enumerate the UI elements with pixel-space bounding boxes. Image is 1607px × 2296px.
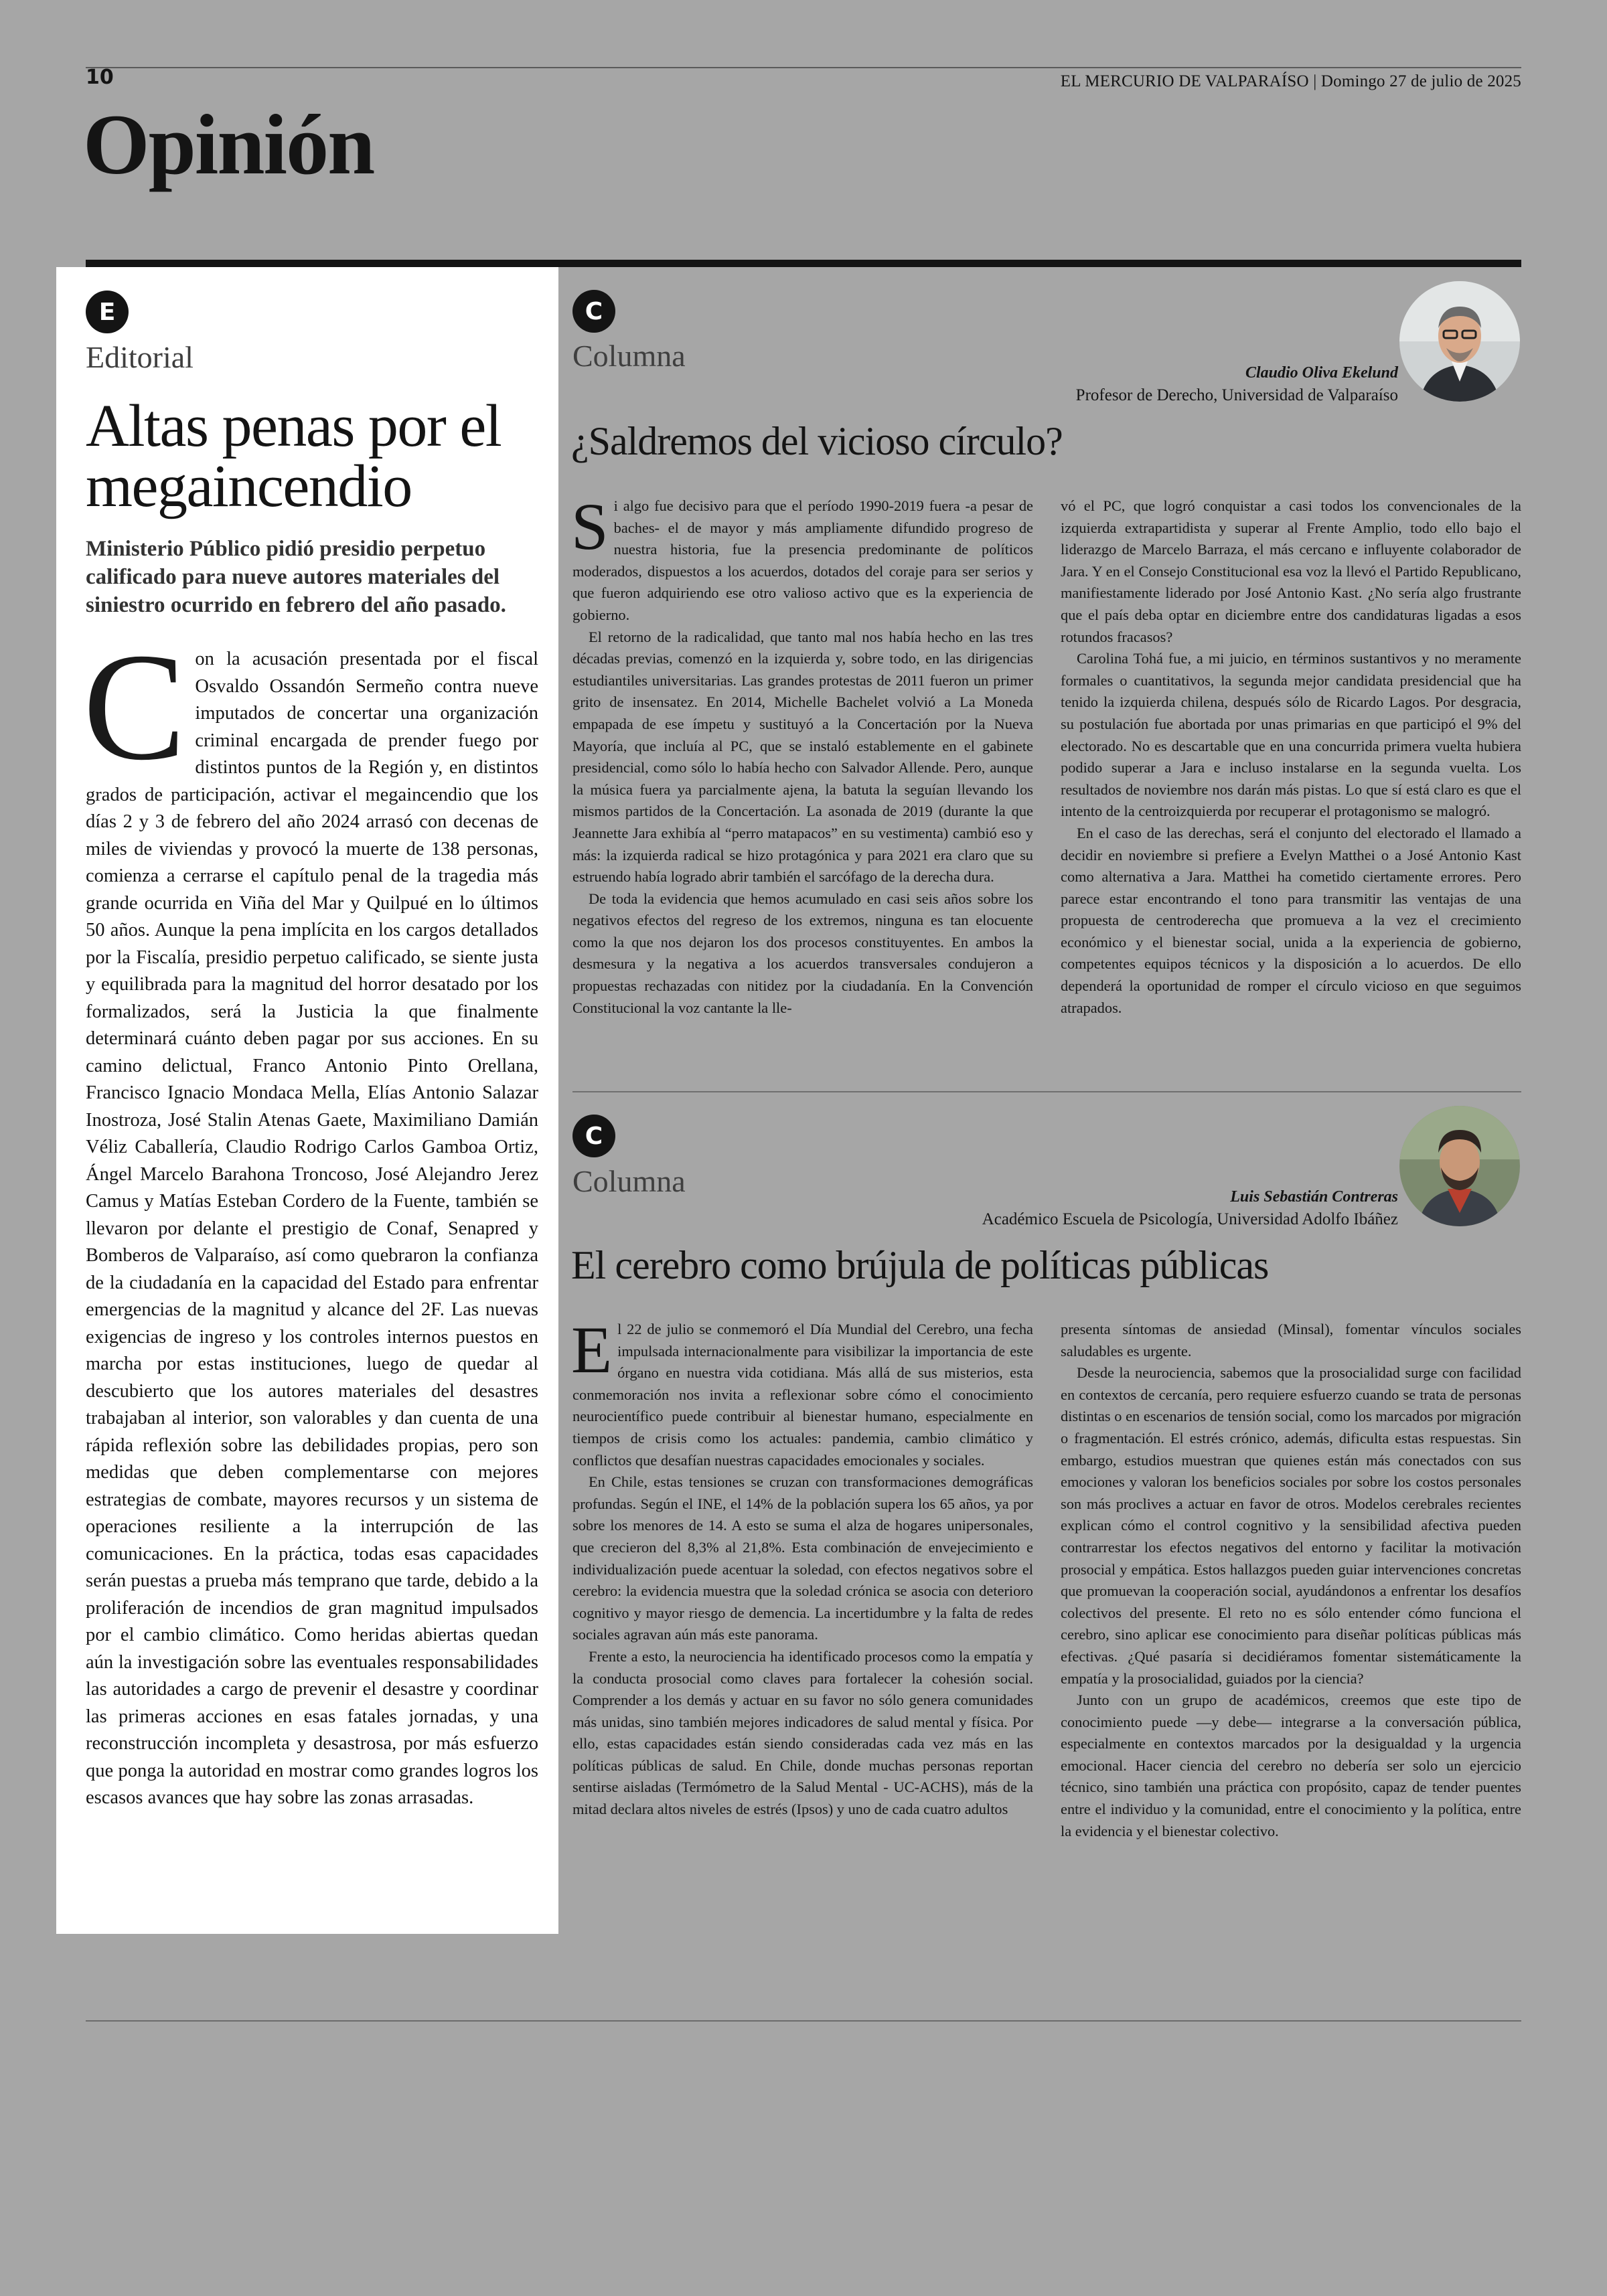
- column1-title: ¿Saldremos del vicioso círculo?: [571, 419, 1063, 463]
- column1-paragraph: De toda la evidencia que hemos acumulado en casi seis años sobre los negativos efectos del regreso de los extremos, ninguna es tan elocuente como la que nos dejaron los dos procesos constituyentes. En ambos la desmesura y la negativa a los acuerdos transversales condujeron a propuestas rechazadas con nitidez por la ciudadanía. En la Convención Constitucional la voz cantante la lle-: [572, 890, 1033, 1016]
- column2-author-role: Académico Escuela de Psicología, Universidad Adolfo Ibáñez: [982, 1210, 1398, 1228]
- column2-paragraph: l 22 de julio se conmemoró el Día Mundial del Cerebro, una fecha impulsada internacionalmente para visibilizar la importancia de este órgano en nuestra vida cotidiana. Más allá de sus misterios, esta conmemoración nos invita a reflexionar sobre cómo el conocimiento neurocientífico puede contribuir al bienestar humano, especialmente en tiempos de crisis como los actuales: pandemia, cambio climático y conflictos que desafían nuestras capacidades emocionales y sociales.: [572, 1321, 1033, 1469]
- section-rule: [86, 260, 1521, 267]
- column2-author: Luis Sebastián Contreras: [1230, 1188, 1398, 1206]
- column2-title: El cerebro como brújula de políticas públicas: [571, 1243, 1269, 1287]
- column2-paragraph: Frente a esto, la neurociencia ha identificado procesos como la empatía y la conducta prosocial como claves para fortalecer la cohesión social. Comprender a los demás y actuar en su favor no sólo genera comunidades más unidas, sino también mejores indicadores de salud mental y física. Por ello, estas capacidades están siendo consideradas cada vez más en las políticas públicas de salud. En Chile, donde muchas personas reportan sentirse aisladas (Termómetro de la Salud Mental - UC-ACHS), más de la mitad declara altos niveles de estrés (Ipsos) y uno de cada cuatro adultos: [572, 1647, 1033, 1818]
- column1-left-text: [571, 489, 1033, 1019]
- column2-right-text: [1061, 1319, 1521, 1842]
- column2-left-text: [571, 1313, 1033, 1821]
- column2-paragraph: Desde la neurociencia, sabemos que la prosocialidad surge con facilidad en contextos de cercanía, pero requiere esfuerzo cuando se trata de personas distintas o en escenarios de tensión social, como los marcados por migración o fragmentación. El estrés crónico, además, dificulta estas respuestas. Sin embargo, estudios muestran que quienes están más conectados con sus emociones y valoran los beneficios sociales por sobre los costos personales son más proclives a actuar en favor de otros. Modelos cerebrales recientes explican cómo el control cognitivo y la sensibilidad afectiva pueden contrarrestar los efectos negativos del entorno y facilitar la motivación prosocial y empática. Estos hallazgos pueden guiar intervenciones concretas que promuevan la cooperación social, ayudándonos a enfrentar los desafíos colectivos del presente. El reto no es sólo entender cómo funciona el cerebro, sino aplicar ese conocimiento para diseñar políticas públicas más efectivas. ¿Qué pasaría si decidiéramos fomentar sistemáticamente la empatía y la prosocialidad, guiados por la ciencia?: [1061, 1364, 1521, 1687]
- column1-paragraph: vó el PC, que logró conquistar a casi todos los convencionales de la izquierda extrapartidista y superar al Frente Amplio, todo ello bajo el liderazgo de Marcelo Barraza, el más cercano e influyente colaborador de Jara. Y en el Consejo Constitucional esa voz la llevó el Partido Republicano, manifiestamente liderado por José Antonio Kast. ¿No sería algo frustrante que el país deba optar en diciembre entre dos candidaturas ligadas a esos rotundos fracasos?: [1061, 497, 1521, 645]
- editorial-panel: [56, 267, 558, 1934]
- editorial-subtitle: Ministerio Público pidió presidio perpetuo calificado para nueve autores materiales del siniestro ocurrido en febrero del año pasado.: [86, 537, 506, 617]
- author-portrait-icon: [1399, 1106, 1520, 1226]
- column1-paragraph: El retorno de la radicalidad, que tanto mal nos había hecho en las tres décadas previas, comenzó en la izquierda y, sobre todo, en las dirigencias estudiantiles universitarias. Las grandes protestas de 2011 fueron un primer grito de insensatez. En 2014, Michelle Bachelet volvió a La Moneda empapada de ese ímpetu y sustituyó a la Concertación por la Nueva Mayoría, que incluía al PC, que se instaló establemente en el gabinete presidencial, como sólo lo había hecho con Salvador Allende. Pero, aunque la música fuera ya parcialmente ajena, la batuta la seguían llevando los mismos partidos de la Concertación. La asonada de 2019 (durante la que Jeannette Jara exhibía al “perro matapacos” en su vestimenta) cambió eso y más: la izquierda radical se hizo protagónica y para 2021 era claro que su estruendo había logrado abrir también el sarcófago de la derecha dura.: [572, 628, 1033, 886]
- editorial-dropcap: C: [83, 621, 186, 792]
- column1-dropcap: S: [571, 489, 609, 564]
- column2-dropcap: E: [571, 1313, 613, 1387]
- section-title: Opinión: [83, 97, 374, 192]
- column1-paragraph: Carolina Tohá fue, a mi juicio, en términos sustantivos y no meramente formales o cuantitativos, la segunda mejor candidata presidencial que ha tenido la izquierda chilena, después sólo de Ricardo Lagos. Por desgracia, su postulación fue abortada por unas primarias en que participó el 9% del electorado. No es descartable que en una concurrida primera vuelta hubiera podido superar a Jara e incluso instalarse en la segunda vuelta. Los resultados de noviembre nos darán más pistas. Lo que sí está claro es que el intento de la centroizquierda por recuperar el protagonismo se malogró.: [1061, 650, 1521, 820]
- column1-badge: C: [572, 290, 615, 333]
- column1-right-text: [1061, 495, 1521, 1019]
- column1-paragraph: En el caso de las derechas, será el conjunto del electorado el llamado a decidir en noviembre si prefiere a Evelyn Matthei o a José Antonio Kast como alternativa a Jara. Matthei ha cometido ciertamente errores. Pero parece estar encontrando el tono para transmitir las ventajas de una propuesta de centroderecha que promueva a la vez el crecimiento económico y el bienestar social, unida a la experiencia de gobierno, competentes equipos técnicos y la disposición a lo acuerdos. De ello dependerá la oportunidad de romper el círculo vicioso en que seguimos atrapados.: [1061, 824, 1521, 1016]
- column1-author-photo: [1399, 281, 1520, 402]
- column2-author-photo: [1399, 1106, 1520, 1226]
- editorial-body-text: on la acusación presentada por el fiscal Osvaldo Ossandón Sermeño contra nueve imputados de concertar una organización criminal encargada de prender fuego por distintos puntos de la Región y, en distintos grados de participación, activar el megaincendio que los días 2 y 3 de febrero del año 2024 arrasó con decenas de miles de viviendas y provocó la muerte de 138 personas, comienza a cerrarse el capítulo penal de la tragedia más grande ocurrida en Viña del Mar y Quilpué en lo últimos 50 años. Aunque la pena implícita en los cargos detallados por la Fiscalía, presidio perpetuo calificado, se siente justa y equilibrada para la magnitud del horror desatado por los formalizados, será la Justicia la que finalmente determinará cuánto deben pagar por sus acciones. En su camino delictual, Franco Antonio Pinto Orellana, Francisco Ignacio Mondaca Mella, Elías Antonio Salazar Inostroza, José Stalin Atenas Gaete, Maximiliano Damián Véliz Caballería, Claudio Rodrigo Carlos Gamboa Ortiz, Ángel Marcelo Barahona Troncoso, José Alejandro Jerez Camus y Matías Esteban Cordero de la Fuente, también se llevaron por delante el prestigio de Conaf, Senapred y Bomberos de Valparaíso, así como quebraron la confianza de la ciudadanía en la capacidad del Estado para enfrentar emergencias de la magnitud y alcance del 2F. Las nuevas exigencias de ingreso y los controles internos puestos en marcha por estas instituciones, luego de quedar al descubierto que los autores materiales del desastres trabajaban al interior, son valorables y dan cuenta de una rápida reflexión sobre las debilidades propias, pero son medidas que deben complementarse con mejores estrategias de combate, mayores recursos y un sistema de operaciones resiliente a la interrupción de las comunicaciones. En la práctica, todas esas capacidades serán puestas a prueba más temprano que tarde, debido a la proliferación de incendios de gran magnitud impulsados por el cambio climático. Como heridas abiertas quedan aún la investigación sobre las eventuales responsabilidades las autoridades a cargo de prevenir el desastre y coordinar las primeras acciones en esas fatales jornadas, y una reconstrucción incompleta y desastrosa, por más esfuerzo que ponga la autoridad en mostrar como grandes logros los escasos avances que hay sobre las zonas arrasadas.: [86, 649, 538, 1808]
- column2-badge: C: [572, 1115, 615, 1157]
- editorial-body: [83, 621, 538, 1812]
- column-divider: [572, 1091, 1521, 1092]
- editorial-kicker: Editorial: [86, 340, 194, 374]
- column1-author: Claudio Oliva Ekelund: [1245, 364, 1398, 382]
- column2-paragraph: En Chile, estas tensiones se cruzan con transformaciones demográficas profundas. Según el INE, el 14% de la población supera los 65 años, ya por sobre los menores de 14. A esto se suma el alza de hogares unipersonales, que crecieron del 8,3% al 21,8%. Esta combinación de envejecimiento e individualización puede acentuar la soledad, con efectos negativos sobre el cerebro: la evidencia muestra que la soledad crónica se asocia con deterioro cognitivo y mayor riesgo de demencia. La incertidumbre y la falta de redes sociales agravan aún más este panorama.: [572, 1473, 1033, 1643]
- bottom-rule: [86, 2020, 1521, 2022]
- column2-kicker: Columna: [572, 1164, 686, 1198]
- editorial-badge: E: [86, 291, 129, 333]
- column1-author-role: Profesor de Derecho, Universidad de Valparaíso: [1075, 386, 1398, 404]
- column1-kicker: Columna: [572, 339, 686, 373]
- author-portrait-icon: [1399, 281, 1520, 402]
- publication-date-line: EL MERCURIO DE VALPARAÍSO | Domingo 27 de julio de 2025: [1060, 72, 1521, 90]
- editorial-title: Altas penas por el megaincendio: [86, 393, 502, 519]
- column2-paragraph: presenta síntomas de ansiedad (Minsal), fomentar vínculos sociales saludables es urgente.: [1061, 1321, 1521, 1360]
- page-number: 10: [86, 66, 114, 89]
- top-rule: [86, 67, 1521, 68]
- column1-paragraph: i algo fue decisivo para que el período 1990-2019 fuera -a pesar de baches- el de mayor y más ampliamente difundido progreso de nuestra historia, fue la presencia predominante de políticos moderados, dispuestos a los acuerdos, dotados del coraje para ser serios y que fueron adquiriendo ese otro valioso activo que es la experiencia de gobierno.: [572, 497, 1033, 623]
- column2-paragraph: Junto con un grupo de académicos, creemos que este tipo de conocimiento puede —y debe— integrarse a la conversación pública, especialmente en contextos marcados por la desigualdad y la urgencia emocional. Hacer ciencia del cerebro no debería ser solo un ejercicio técnico, sino también una práctica con propósito, capaz de tender puentes entre el individuo y la comunidad, entre el conocimiento y la política, entre la evidencia y el bienestar colectivo.: [1061, 1692, 1521, 1839]
